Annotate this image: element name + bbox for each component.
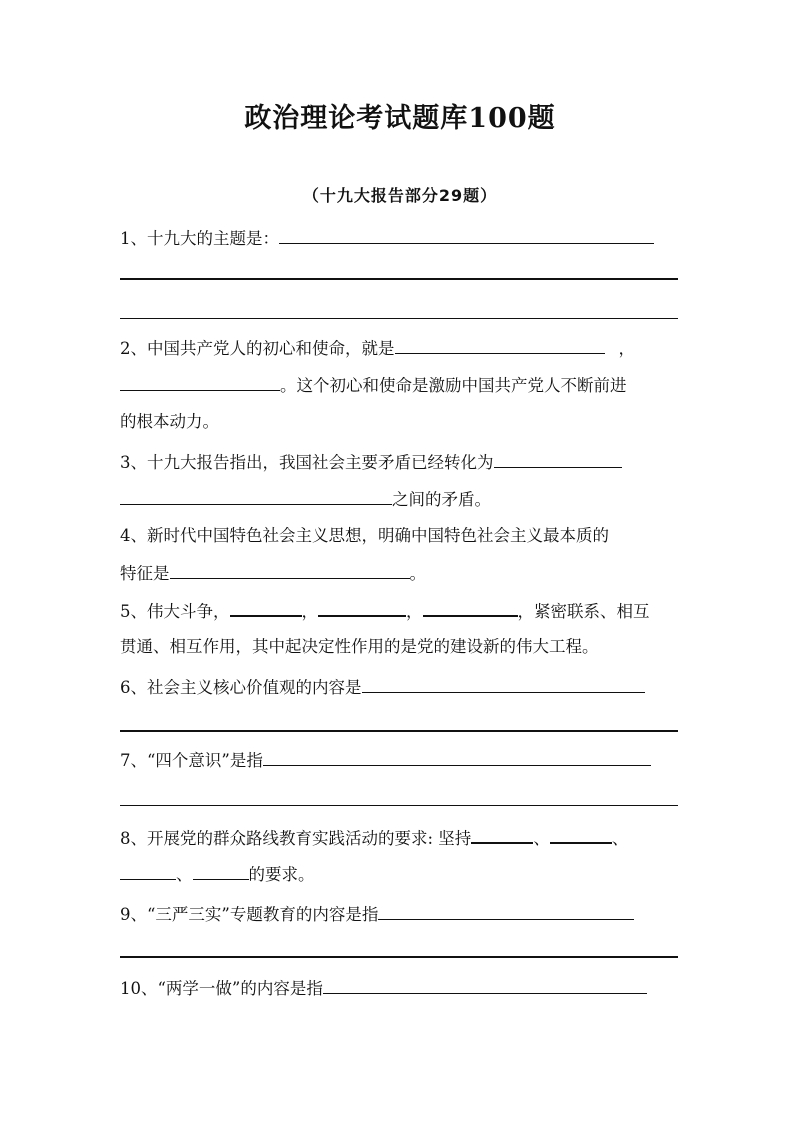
answer-blank[interactable] [494, 450, 622, 468]
answer-blank[interactable] [120, 373, 280, 391]
question-4-continued [120, 561, 426, 585]
question-1-text: 1、十九大的主题是： [120, 229, 279, 248]
answer-blank[interactable] [230, 598, 302, 617]
answer-blank[interactable] [193, 862, 249, 880]
question-10-text: 10、“两学一做”的内容是指 [120, 979, 323, 998]
punctuation: 。 [409, 564, 426, 583]
punctuation: ， [618, 339, 635, 358]
answer-line[interactable] [120, 956, 678, 958]
page-title: 政治理论考试题库100题 [244, 103, 556, 134]
question-8-text: 的要求。 [248, 865, 315, 884]
answer-blank[interactable] [423, 598, 518, 617]
answer-blank[interactable] [550, 825, 612, 844]
answer-blank[interactable] [471, 825, 533, 844]
punctuation: ， [301, 602, 318, 621]
question-5-continued [120, 635, 599, 659]
question-5-text: 5、伟大斗争， [120, 602, 230, 621]
question-2-text: 。这个初心和使命是激励中国共产党人不断前进 [280, 376, 627, 395]
answer-blank[interactable] [120, 862, 176, 880]
answer-blank[interactable] [323, 976, 647, 994]
punctuation: 、 [176, 865, 193, 884]
question-4 [120, 524, 609, 548]
section-subtitle: （十九大报告部分29题） [302, 186, 498, 205]
answer-blank[interactable] [263, 748, 651, 766]
answer-blank[interactable] [318, 598, 406, 617]
answer-blank[interactable] [279, 226, 654, 244]
answer-line[interactable] [120, 730, 678, 732]
answer-line[interactable] [120, 278, 678, 280]
question-5-text: 贯通、相互作用，其中起决定性作用的是党的建设新的伟大工程。 [120, 637, 599, 656]
question-5 [120, 598, 650, 622]
question-2-continued [120, 410, 219, 434]
question-10 [120, 976, 647, 1000]
question-2-continued [120, 373, 627, 397]
question-8 [120, 825, 628, 849]
punctuation: ， [406, 602, 423, 621]
question-6-text: 6、社会主义核心价值观的内容是 [120, 678, 362, 697]
punctuation: 、 [611, 829, 629, 848]
question-2-text: 的根本动力。 [120, 412, 219, 431]
punctuation: 、 [533, 829, 550, 848]
answer-line[interactable] [120, 318, 678, 319]
answer-blank[interactable] [362, 675, 645, 693]
question-4-text: 特征是 [120, 564, 170, 583]
question-4-text: 4、新时代中国特色社会主义思想，明确中国特色社会主义最本质的 [120, 526, 609, 545]
question-3 [120, 450, 622, 474]
question-8-continued [120, 862, 315, 886]
question-9-text: 9、“三严三实”专题教育的内容是指 [120, 905, 379, 924]
question-3-text: 3、十九大报告指出，我国社会主要矛盾已经转化为 [120, 453, 494, 472]
question-8-text: 8、开展党的群众路线教育实践活动的要求: 坚持 [120, 829, 472, 848]
question-2 [120, 336, 635, 360]
question-5-text: ，紧密联系、相互 [517, 602, 650, 621]
question-1 [120, 226, 654, 250]
answer-blank[interactable] [170, 561, 410, 579]
answer-blank[interactable] [378, 902, 634, 920]
question-3-text: 之间的矛盾。 [392, 490, 491, 509]
answer-blank[interactable] [120, 487, 392, 505]
answer-line[interactable] [120, 805, 678, 806]
question-7 [120, 748, 651, 772]
question-3-continued [120, 487, 491, 511]
question-7-text: 7、“四个意识”是指 [120, 751, 263, 770]
question-2-text: 2、中国共产党人的初心和使命，就是 [120, 339, 395, 358]
question-6 [120, 675, 645, 699]
answer-blank[interactable] [395, 336, 605, 354]
question-9 [120, 902, 634, 926]
